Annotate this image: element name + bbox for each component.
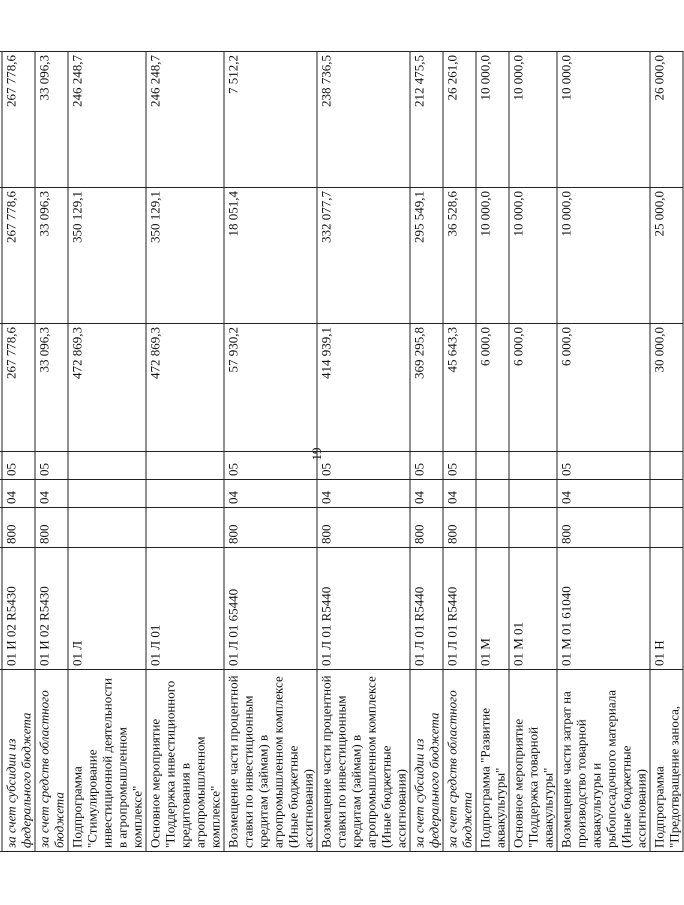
cell-2018: 472 869,3 — [68, 324, 146, 452]
cell-2019: 267 778,6 — [2, 188, 35, 324]
cell-vr — [509, 508, 557, 548]
table-row — [35, 52, 68, 852]
cell-vr: 800 — [443, 508, 476, 548]
cell-2018: 6 000,0 — [557, 324, 650, 452]
cell-2018: 414 939,1 — [317, 324, 410, 452]
cell-2019: 350 129,1 — [68, 188, 146, 324]
cell-name: Подпрограмма "Развитие аквакультуры" — [476, 670, 509, 852]
cell-name: за счет субсидии из федерального бюджета — [2, 670, 35, 852]
cell-rz: 04 — [317, 480, 410, 508]
table-row — [410, 52, 443, 852]
cell-2018: 472 869,3 — [146, 324, 224, 452]
cell-vr: 800 — [224, 508, 317, 548]
table-row — [224, 52, 317, 852]
table-row — [68, 52, 146, 852]
cell-csr: 01 Н — [650, 548, 683, 670]
table-row — [443, 52, 476, 852]
cell-2020: 10 000,0 — [509, 52, 557, 188]
cell-2018: 57 930,2 — [224, 324, 317, 452]
table-row — [509, 52, 557, 852]
cell-pr — [509, 452, 557, 480]
table-row — [2, 52, 35, 852]
table-row — [146, 52, 224, 852]
cell-2019: 33 096,3 — [35, 188, 68, 324]
cell-2019: 295 549,1 — [410, 188, 443, 324]
cell-2020: 7 512,2 — [224, 52, 317, 188]
cell-2020: 238 736,5 — [317, 52, 410, 188]
table-body — [0, 52, 683, 852]
cell-2020: 267 778,6 — [2, 52, 35, 188]
cell-pr: 05 — [557, 452, 650, 480]
cell-2019: 18 051,4 — [224, 188, 317, 324]
cell-name: Возмещение части процентной ставки по инвестиционным кредитам (займам) в агропромышленном комплексе (Иные бюджетные ассигнования) — [224, 670, 317, 852]
cell-rz: 04 — [443, 480, 476, 508]
cell-2018: 267 778,6 — [2, 324, 35, 452]
cell-pr: 05 — [317, 452, 410, 480]
cell-pr: 05 — [2, 452, 35, 480]
cell-vr: 800 — [317, 508, 410, 548]
cell-2018: 33 096,3 — [35, 324, 68, 452]
cell-2018: 45 643,3 — [443, 324, 476, 452]
cell-csr: 01 Л 01 65440 — [224, 548, 317, 670]
cell-2019: 10 000,0 — [509, 188, 557, 324]
cell-2020: 26 261,0 — [443, 52, 476, 188]
cell-2020: 246 248,7 — [68, 52, 146, 188]
cell-csr: 01 Л 01 R5440 — [410, 548, 443, 670]
cell-pr: 05 — [35, 452, 68, 480]
cell-2019: 332 077,7 — [317, 188, 410, 324]
cell-csr: 01 И 02 R5430 — [2, 548, 35, 670]
table-row — [317, 52, 410, 852]
cell-pr — [476, 452, 509, 480]
cell-2019: 36 528,6 — [443, 188, 476, 324]
cell-vr: 800 — [35, 508, 68, 548]
cell-2018: 369 295,8 — [410, 324, 443, 452]
cell-2020: 10 000,0 — [476, 52, 509, 188]
cell-2020: 33 096,3 — [35, 52, 68, 188]
cell-csr: 01 М 01 61040 — [557, 548, 650, 670]
cell-2019: 350 129,1 — [146, 188, 224, 324]
cell-rz: 04 — [224, 480, 317, 508]
cell-csr: 01 Л 01 R5440 — [317, 548, 410, 670]
cell-rz: 04 — [2, 480, 35, 508]
cell-name: Подпрограмма "Предотвращение заноса, — [650, 670, 683, 852]
cell-csr: 01 И 02 R5430 — [35, 548, 68, 670]
cell-pr: 05 — [224, 452, 317, 480]
cell-vr — [476, 508, 509, 548]
cell-vr — [146, 508, 224, 548]
cell-rz — [68, 480, 146, 508]
cell-name: Возмещение части затрат на производство товарной аквакультуры и рыбопосадочного материала (Иные бюджетные ассигнования) — [557, 670, 650, 852]
cell-rz — [509, 480, 557, 508]
cell-rz: 04 — [557, 480, 650, 508]
cell-csr: 01 Л 01 R5440 — [443, 548, 476, 670]
cell-name: Возмещение части процентной ставки по инвестиционным кредитам (займам) в агропромышленном комплексе (Иные бюджетные ассигнования) — [317, 670, 410, 852]
cell-2018: 6 000,0 — [476, 324, 509, 452]
cell-rz — [476, 480, 509, 508]
budget-table-container — [0, 52, 684, 852]
cell-2018: 30 000,0 — [650, 324, 683, 452]
cell-2020: 10 000,0 — [557, 52, 650, 188]
cell-csr: 01 М — [476, 548, 509, 670]
cell-pr: 05 — [443, 452, 476, 480]
cell-vr: 800 — [557, 508, 650, 548]
cell-csr: 01 М 01 — [509, 548, 557, 670]
cell-2019: 25 000,0 — [650, 188, 683, 324]
cell-rz — [650, 480, 683, 508]
table-row — [476, 52, 509, 852]
page-number: 19 — [309, 447, 324, 461]
cell-vr: 800 — [410, 508, 443, 548]
cell-vr: 800 — [2, 508, 35, 548]
cell-pr — [650, 452, 683, 480]
table-row — [650, 52, 683, 852]
cell-2019: 10 000,0 — [557, 188, 650, 324]
cell-name: за счет средств областного бюджета — [443, 670, 476, 852]
cell-pr: 05 — [410, 452, 443, 480]
cell-2020: 246 248,7 — [146, 52, 224, 188]
cell-name: за счет средств областного бюджета — [35, 670, 68, 852]
cell-csr: 01 Л 01 — [146, 548, 224, 670]
budget-table — [0, 51, 684, 852]
cell-rz: 04 — [35, 480, 68, 508]
cell-rz — [146, 480, 224, 508]
cell-pr — [146, 452, 224, 480]
cell-name: Основное мероприятие "Поддержка инвестиционного кредитования в агропромышленном комплексе" — [146, 670, 224, 852]
cell-vr — [650, 508, 683, 548]
cell-2020: 212 475,5 — [410, 52, 443, 188]
cell-2018: 6 000,0 — [509, 324, 557, 452]
cell-name: за счет субсидии из федерального бюджета — [410, 670, 443, 852]
cell-pr — [68, 452, 146, 480]
cell-vr — [68, 508, 146, 548]
cell-name: Основное мероприятие "Поддержка товарной аквакультуры" — [509, 670, 557, 852]
cell-csr: 01 Л — [68, 548, 146, 670]
cell-2020: 26 000,0 — [650, 52, 683, 188]
cell-rz: 04 — [410, 480, 443, 508]
table-row — [557, 52, 650, 852]
cell-2019: 10 000,0 — [476, 188, 509, 324]
cell-name: Подпрограмма "Стимулирование инвестиционной деятельности в агропромышленном комплексе" — [68, 670, 146, 852]
